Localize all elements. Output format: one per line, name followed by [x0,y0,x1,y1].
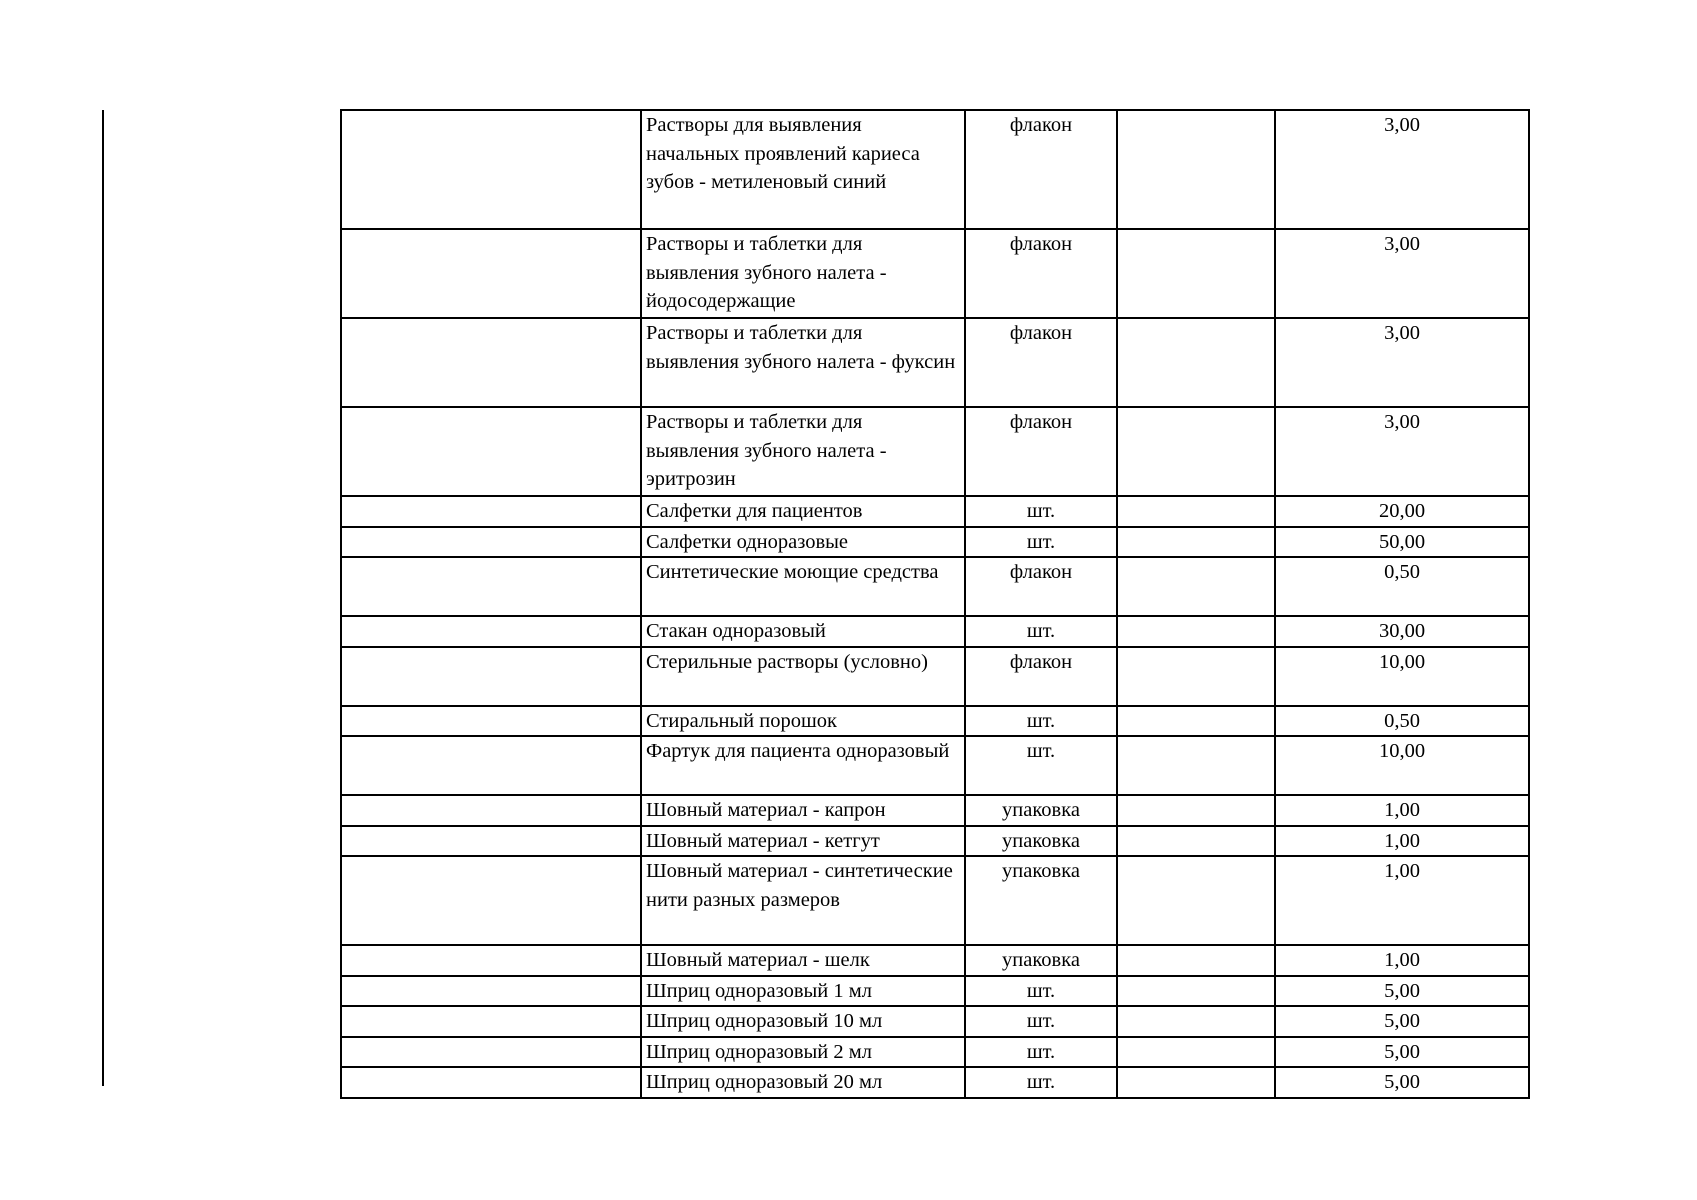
quantity-cell: 1,00 [1275,795,1529,826]
unit-cell: флакон [965,647,1117,706]
row-category-cell [341,616,641,647]
table-row [341,616,1529,647]
row-category-cell [341,318,641,407]
table-row [341,557,1529,616]
extra-cell [1117,318,1275,407]
quantity-cell: 3,00 [1275,110,1529,229]
table-row [341,945,1529,976]
extra-cell [1117,976,1275,1007]
table-row [341,736,1529,795]
quantity-cell: 3,00 [1275,318,1529,407]
row-category-cell [341,1067,641,1098]
item-name-cell: Растворы и таблетки для выявления зубного налета - эритрозин [641,407,965,496]
unit-cell: флакон [965,229,1117,318]
unit-cell: флакон [965,557,1117,616]
unit-cell: шт. [965,1067,1117,1098]
extra-cell [1117,229,1275,318]
extra-cell [1117,1067,1275,1098]
item-name-cell: Стиральный порошок [641,706,965,737]
quantity-cell: 1,00 [1275,945,1529,976]
row-category-cell [341,795,641,826]
row-category-cell [341,1006,641,1037]
extra-cell [1117,706,1275,737]
quantity-cell: 1,00 [1275,856,1529,945]
table-row [341,826,1529,857]
extra-cell [1117,496,1275,527]
unit-cell: шт. [965,616,1117,647]
item-name-cell: Шприц одноразовый 20 мл [641,1067,965,1098]
row-category-cell [341,945,641,976]
unit-cell: упаковка [965,826,1117,857]
quantity-cell: 0,50 [1275,557,1529,616]
quantity-cell: 5,00 [1275,1006,1529,1037]
extra-cell [1117,1037,1275,1068]
page-left-rule [102,110,104,1086]
unit-cell: шт. [965,976,1117,1007]
table-row [341,496,1529,527]
quantity-cell: 3,00 [1275,229,1529,318]
item-name-cell: Растворы для выявления начальных проявлений кариеса зубов - метиленовый синий [641,110,965,229]
quantity-cell: 20,00 [1275,496,1529,527]
row-category-cell [341,407,641,496]
extra-cell [1117,826,1275,857]
unit-cell: флакон [965,318,1117,407]
extra-cell [1117,557,1275,616]
unit-cell: упаковка [965,856,1117,945]
extra-cell [1117,945,1275,976]
unit-cell: упаковка [965,945,1117,976]
supply-table-container [340,109,1530,1099]
table-row [341,1006,1529,1037]
row-category-cell [341,736,641,795]
unit-cell: шт. [965,1006,1117,1037]
item-name-cell: Шовный материал - синтетические нити разных размеров [641,856,965,945]
item-name-cell: Стерильные растворы (условно) [641,647,965,706]
quantity-cell: 5,00 [1275,1037,1529,1068]
table-row [341,795,1529,826]
extra-cell [1117,795,1275,826]
item-name-cell: Растворы и таблетки для выявления зубного налета - фуксин [641,318,965,407]
quantity-cell: 30,00 [1275,616,1529,647]
row-category-cell [341,1037,641,1068]
extra-cell [1117,407,1275,496]
unit-cell: шт. [965,706,1117,737]
unit-cell: флакон [965,407,1117,496]
item-name-cell: Синтетические моющие средства [641,557,965,616]
quantity-cell: 10,00 [1275,647,1529,706]
item-name-cell: Шприц одноразовый 2 мл [641,1037,965,1068]
unit-cell: шт. [965,527,1117,558]
row-category-cell [341,557,641,616]
item-name-cell: Шовный материал - шелк [641,945,965,976]
row-category-cell [341,496,641,527]
supply-table [340,109,1530,1099]
row-category-cell [341,706,641,737]
item-name-cell: Шприц одноразовый 1 мл [641,976,965,1007]
item-name-cell: Шовный материал - кетгут [641,826,965,857]
quantity-cell: 50,00 [1275,527,1529,558]
table-row [341,229,1529,318]
extra-cell [1117,527,1275,558]
table-row [341,706,1529,737]
item-name-cell: Стакан одноразовый [641,616,965,647]
extra-cell [1117,1006,1275,1037]
extra-cell [1117,616,1275,647]
table-row [341,856,1529,945]
quantity-cell: 5,00 [1275,1067,1529,1098]
item-name-cell: Шприц одноразовый 10 мл [641,1006,965,1037]
table-row [341,407,1529,496]
unit-cell: шт. [965,1037,1117,1068]
item-name-cell: Салфетки для пациентов [641,496,965,527]
table-row [341,647,1529,706]
unit-cell: шт. [965,496,1117,527]
row-category-cell [341,229,641,318]
table-body [341,110,1529,1098]
item-name-cell: Растворы и таблетки для выявления зубного налета - йодосодержащие [641,229,965,318]
table-row [341,527,1529,558]
quantity-cell: 3,00 [1275,407,1529,496]
quantity-cell: 5,00 [1275,976,1529,1007]
table-row [341,110,1529,229]
item-name-cell: Шовный материал - капрон [641,795,965,826]
row-category-cell [341,647,641,706]
extra-cell [1117,647,1275,706]
row-category-cell [341,826,641,857]
row-category-cell [341,527,641,558]
unit-cell: шт. [965,736,1117,795]
quantity-cell: 0,50 [1275,706,1529,737]
table-row [341,1067,1529,1098]
extra-cell [1117,110,1275,229]
table-row [341,318,1529,407]
table-row [341,1037,1529,1068]
item-name-cell: Салфетки одноразовые [641,527,965,558]
table-row [341,976,1529,1007]
quantity-cell: 10,00 [1275,736,1529,795]
extra-cell [1117,736,1275,795]
quantity-cell: 1,00 [1275,826,1529,857]
extra-cell [1117,856,1275,945]
unit-cell: упаковка [965,795,1117,826]
row-category-cell [341,110,641,229]
item-name-cell: Фартук для пациента одноразовый [641,736,965,795]
row-category-cell [341,856,641,945]
unit-cell: флакон [965,110,1117,229]
row-category-cell [341,976,641,1007]
